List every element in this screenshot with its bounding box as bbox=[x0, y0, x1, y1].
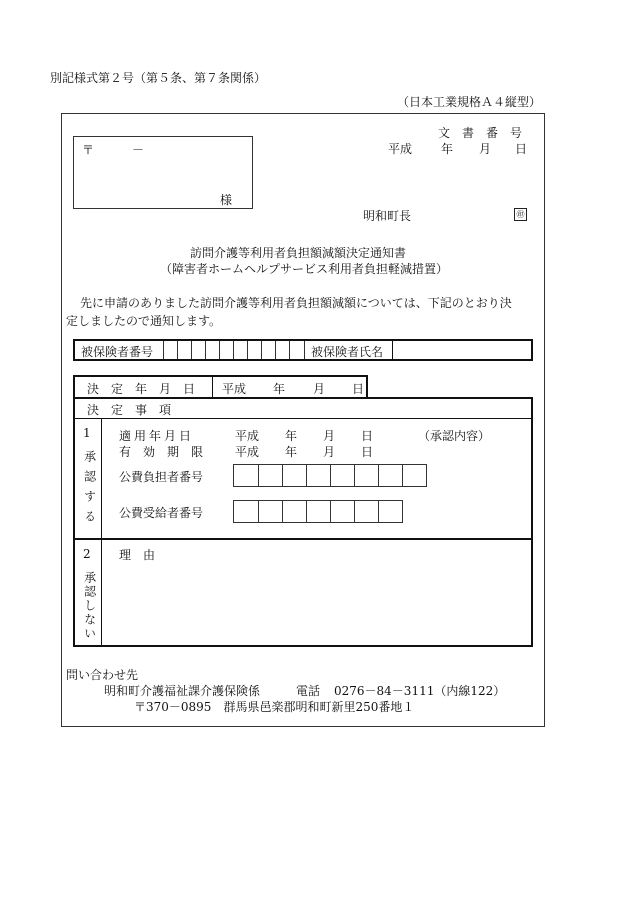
decision-date-label: 決 定 年 月 日 bbox=[87, 382, 196, 396]
section-divider bbox=[73, 538, 533, 540]
contact-address: 〒370－0895 群馬県邑楽郡明和町新里250番地１ bbox=[134, 700, 415, 714]
issue-date-year: 年 bbox=[441, 142, 454, 156]
apply-date-month: 月 bbox=[323, 429, 336, 443]
document-title: 訪問介護等利用者負担額減額決定通知書 bbox=[190, 246, 407, 260]
approve-vertical-label bbox=[80, 450, 97, 536]
insured-number-label: 被保険者番号 bbox=[81, 345, 154, 359]
apply-date-year: 年 bbox=[285, 429, 298, 443]
public-recipient-number-boxes[interactable] bbox=[233, 500, 403, 523]
deny-vertical-text: 承認しない bbox=[82, 571, 97, 641]
decision-date-year: 年 bbox=[273, 382, 286, 396]
recipient-address-box[interactable] bbox=[73, 136, 253, 209]
issuer-name: 明和町長 bbox=[363, 209, 412, 223]
valid-until-era: 平成 bbox=[235, 445, 260, 459]
valid-until-day: 日 bbox=[361, 445, 374, 459]
decision-date-era: 平成 bbox=[222, 382, 247, 396]
contact-phone-label: 電話 bbox=[296, 684, 321, 698]
contact-heading: 問い合わせ先 bbox=[66, 668, 139, 682]
decision-date-day: 日 bbox=[352, 382, 365, 396]
body-text-line2: 定しましたので通知します。 bbox=[66, 314, 222, 328]
approve-number: 1 bbox=[83, 426, 91, 440]
valid-until-label: 有 効 期 限 bbox=[119, 445, 204, 459]
honorific: 様 bbox=[220, 193, 233, 207]
postal-mark: 〒 bbox=[82, 143, 95, 157]
form-number: 別記様式第２号（第５条、第７条関係） bbox=[50, 71, 267, 85]
official-seal-icon: ㊞ bbox=[514, 208, 527, 221]
issue-date-era: 平成 bbox=[388, 142, 413, 156]
paper-size-note: （日本工業規格Ａ４縦型） bbox=[397, 95, 542, 109]
deny-number: 2 bbox=[83, 547, 91, 561]
document-subtitle: （障害者ホームヘルプサービス利用者負担軽減措置） bbox=[160, 262, 449, 276]
public-payer-number-boxes[interactable] bbox=[233, 464, 427, 487]
issue-date-month: 月 bbox=[479, 142, 492, 156]
contact-department: 明和町介護福祉課介護保険係 bbox=[104, 684, 261, 698]
insured-name-label: 被保険者氏名 bbox=[311, 345, 384, 359]
reason-label: 理 由 bbox=[119, 548, 156, 562]
decision-date-month: 月 bbox=[313, 382, 326, 396]
valid-until-year: 年 bbox=[285, 445, 298, 459]
approve-vertical-text: 承認する bbox=[82, 450, 97, 530]
approval-content-label: （承認内容） bbox=[418, 429, 491, 443]
body-text-line1: 先に申請のありました訪問介護等利用者負担額減額については、下記のとおり決 bbox=[80, 296, 512, 310]
decision-items-label: 決 定 事 項 bbox=[87, 403, 172, 417]
apply-date-era: 平成 bbox=[235, 429, 260, 443]
deny-vertical-label bbox=[80, 571, 97, 647]
document-number-label: 文 書 番 号 bbox=[438, 126, 523, 140]
decision-date-divider bbox=[212, 377, 213, 397]
apply-date-label: 適用年月日 bbox=[119, 429, 195, 443]
items-header-divider bbox=[73, 418, 533, 419]
public-payer-number-label: 公費負担者番号 bbox=[119, 470, 204, 484]
insured-number-cells[interactable] bbox=[163, 341, 305, 359]
insured-name-divider bbox=[392, 341, 393, 359]
valid-until-month: 月 bbox=[323, 445, 336, 459]
public-recipient-number-label: 公費受給者番号 bbox=[119, 506, 204, 520]
left-column-divider bbox=[101, 418, 102, 646]
issue-date-day: 日 bbox=[515, 142, 528, 156]
postal-dash: － bbox=[132, 143, 145, 157]
apply-date-day: 日 bbox=[361, 429, 374, 443]
contact-phone: 0276－84－3111（内線122） bbox=[334, 684, 506, 698]
insured-info-row bbox=[73, 339, 533, 361]
reason-field[interactable] bbox=[104, 565, 530, 643]
